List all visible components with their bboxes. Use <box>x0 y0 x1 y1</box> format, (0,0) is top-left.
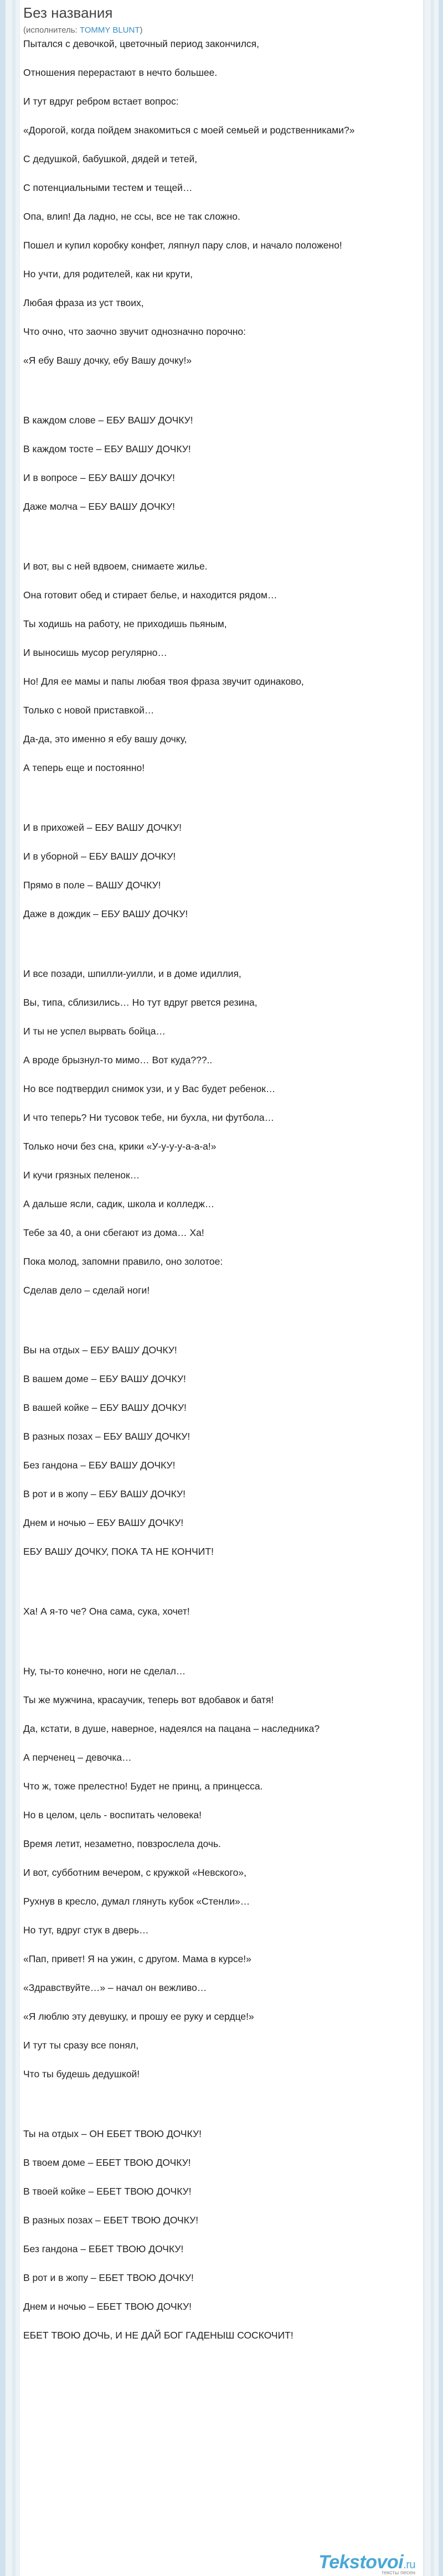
lyric-line: Но в целом, цель - воспитать человека! <box>23 1809 202 1820</box>
lyric-line: Отношения перерастают в нечто большее. <box>23 67 218 78</box>
lyric-line: И в вопросе – ЕБУ ВАШУ ДОЧКУ! <box>23 472 175 483</box>
lyric-line: И ты не успел вырвать бойца… <box>23 1026 166 1037</box>
lyric-line: Только ночи без сна, крики «У-у-у-у-а-а-а!» <box>23 1141 217 1152</box>
lyric-line: В разных позах – ЕБУ ВАШУ ДОЧКУ! <box>23 1431 190 1442</box>
lyric-line: Даже молча – ЕБУ ВАШУ ДОЧКУ! <box>23 501 176 512</box>
lyric-line: И вот, субботним вечером, с кружкой «Невского», <box>23 1867 246 1878</box>
lyric-line: Да-да, это именно я ебу вашу дочку, <box>23 733 187 744</box>
lyric-line: И в уборной – ЕБУ ВАШУ ДОЧКУ! <box>23 851 176 862</box>
lyric-line: Ха! А я-то че? Она сама, сука, хочет! <box>23 1606 190 1617</box>
lyric-line: Без гандона – ЕБЕТ ТВОЮ ДОЧКУ! <box>23 2243 184 2254</box>
lyric-line: Что ты будешь дедушкой! <box>23 2068 140 2080</box>
logo-tld: .ru <box>403 2559 415 2571</box>
lyric-line: ЕБЕТ ТВОЮ ДОЧЬ, И НЕ ДАЙ БОГ ГАДЕНЫШ СОСКОЧИТ! <box>23 2330 293 2341</box>
lyric-line: Вы, типа, сблизились… Но тут вдруг рвется резина, <box>23 997 257 1008</box>
lyric-line: И что теперь? Ни тусовок тебе, ни бухла, ни футбола… <box>23 1112 275 1123</box>
logo-brand-name: Tekstovoi <box>318 2552 404 2573</box>
lyric-line: С потенциальными тестем и тещей… <box>23 182 193 193</box>
lyric-line: Любая фраза из уст твоих, <box>23 297 144 308</box>
lyric-line: В вашей койке – ЕБУ ВАШУ ДОЧКУ! <box>23 1402 187 1413</box>
lyric-line: Сделав дело – сделай ноги! <box>23 1285 150 1296</box>
lyrics-text <box>23 38 420 2358</box>
lyric-line: «Дорогой, когда пойдем знакомиться с моей семьей и родственниками?» <box>23 125 355 136</box>
lyric-line: «Я ебу Вашу дочку, ебу Вашу дочку!» <box>23 355 192 366</box>
lyric-line: Рухнув в кресло, думал глянуть кубок «Стенли»… <box>23 1896 250 1907</box>
lyric-line: В рот и в жопу – ЕБЕТ ТВОЮ ДОЧКУ! <box>23 2272 194 2283</box>
lyric-line: В каждом тосте – ЕБУ ВАШУ ДОЧКУ! <box>23 443 191 454</box>
lyric-line: ЕБУ ВАШУ ДОЧКУ, ПОКА ТА НЕ КОНЧИТ! <box>23 1546 214 1557</box>
lyric-line: В твоем доме – ЕБЕТ ТВОЮ ДОЧКУ! <box>23 2157 191 2168</box>
lyric-line: В вашем доме – ЕБУ ВАШУ ДОЧКУ! <box>23 1373 186 1384</box>
lyric-line: И в прихожей – ЕБУ ВАШУ ДОЧКУ! <box>23 822 182 833</box>
lyric-line: Вы на отдых – ЕБУ ВАШУ ДОЧКУ! <box>23 1344 177 1356</box>
lyric-line: В твоей койке – ЕБЕТ ТВОЮ ДОЧКУ! <box>23 2186 192 2197</box>
lyric-line: Ты же мужчина, красаучик, теперь вот вдобавок и батя! <box>23 1694 274 1705</box>
lyric-line: «Пап, привет! Я на ужин, с другом. Мама в курсе!» <box>23 1953 251 1964</box>
lyric-line: Ну, ты-то конечно, ноги не сделал… <box>23 1665 186 1677</box>
artist-suffix: ) <box>140 25 143 35</box>
lyric-line: Без гандона – ЕБУ ВАШУ ДОЧКУ! <box>23 1460 176 1471</box>
lyric-line: И тут вдруг ребром встает вопрос: <box>23 96 179 107</box>
artist-line <box>23 25 143 35</box>
lyric-line: Опа, влип! Да ладно, не ссы, все не так сложно. <box>23 211 240 222</box>
lyric-line: Тебе за 40, а они сбегают из дома… Ха! <box>23 1227 204 1238</box>
lyrics-sheet <box>20 0 423 2576</box>
lyric-line: Пытался с девочкой, цветочный период закончился, <box>23 38 259 49</box>
tekstovoi-logo[interactable] <box>318 2553 415 2576</box>
lyric-line: Но учти, для родителей, как ни крути, <box>23 268 193 280</box>
lyric-line: И вот, вы с ней вдвоем, снимаете жилье. <box>23 561 208 572</box>
lyric-line: «Здравствуйте…» – начал он вежливо… <box>23 1982 207 1993</box>
logo-tagline: тексты песен <box>381 2570 415 2576</box>
lyric-line: В рот и в жопу – ЕБУ ВАШУ ДОЧКУ! <box>23 1488 186 1499</box>
lyric-line: Прямо в поле – ВАШУ ДОЧКУ! <box>23 880 161 891</box>
lyric-line: С дедушкой, бабушкой, дядей и тетей, <box>23 153 198 164</box>
lyric-line: Время летит, незаметно, повзрослела дочь. <box>23 1838 221 1849</box>
lyric-line: А теперь еще и постоянно! <box>23 762 145 773</box>
lyric-line: Только с новой приставкой… <box>23 705 154 716</box>
lyric-line: А перченец – девочка… <box>23 1752 132 1763</box>
lyric-line: Но все подтвердил снимок узи, и у Вас будет ребенок… <box>23 1083 276 1094</box>
lyric-line: «Я люблю эту девушку, и прошу ее руку и сердце!» <box>23 2011 254 2022</box>
lyric-line: А дальше ясли, садик, школа и колледж… <box>23 1198 215 1209</box>
lyric-line: Да, кстати, в душе, наверное, надеялся на пацана – наследника? <box>23 1723 320 1734</box>
lyric-line: И тут ты сразу все понял, <box>23 2040 139 2051</box>
artist-prefix: (исполнитель: <box>23 25 80 35</box>
page-title: Без названия <box>23 4 113 21</box>
lyric-line: Даже в дождик – ЕБУ ВАШУ ДОЧКУ! <box>23 908 188 919</box>
lyric-line: В каждом слове – ЕБУ ВАШУ ДОЧКУ! <box>23 415 193 426</box>
lyric-line: И все позади, шпилли-уилли, и в доме идиллия, <box>23 968 241 979</box>
artist-link[interactable]: TOMMY BLUNT <box>79 25 140 35</box>
lyric-line: Но тут, вдруг стук в дверь… <box>23 1925 149 1936</box>
lyric-line: Она готовит обед и стирает белье, и находится рядом… <box>23 589 277 601</box>
lyric-line: Что очно, что заочно звучит однозначно порочно: <box>23 326 246 337</box>
lyric-line: Ты на отдых – ОН ЕБЕТ ТВОЮ ДОЧКУ! <box>23 2128 202 2139</box>
lyric-line: Что ж, тоже прелестно! Будет не принц, а принцесса. <box>23 1781 263 1792</box>
lyric-line: В разных позах – ЕБЕТ ТВОЮ ДОЧКУ! <box>23 2215 199 2226</box>
lyric-line: И кучи грязных пеленок… <box>23 1170 140 1181</box>
lyric-line: И выносишь мусор регулярно… <box>23 647 167 658</box>
lyric-line: Пока молод, запомни правило, оно золотое: <box>23 1256 223 1267</box>
lyric-line: Но! Для ее мамы и папы любая твоя фраза звучит одинаково, <box>23 676 304 687</box>
lyric-line: Днем и ночью – ЕБЕТ ТВОЮ ДОЧКУ! <box>23 2301 192 2312</box>
lyric-line: Ты ходишь на работу, не приходишь пьяным, <box>23 618 227 629</box>
lyric-line: Пошел и купил коробку конфет, ляпнул пару слов, и начало положено! <box>23 240 342 251</box>
lyric-line: А вроде брызнул-то мимо… Вот куда???.. <box>23 1054 213 1065</box>
lyric-line: Днем и ночью – ЕБУ ВАШУ ДОЧКУ! <box>23 1517 184 1528</box>
